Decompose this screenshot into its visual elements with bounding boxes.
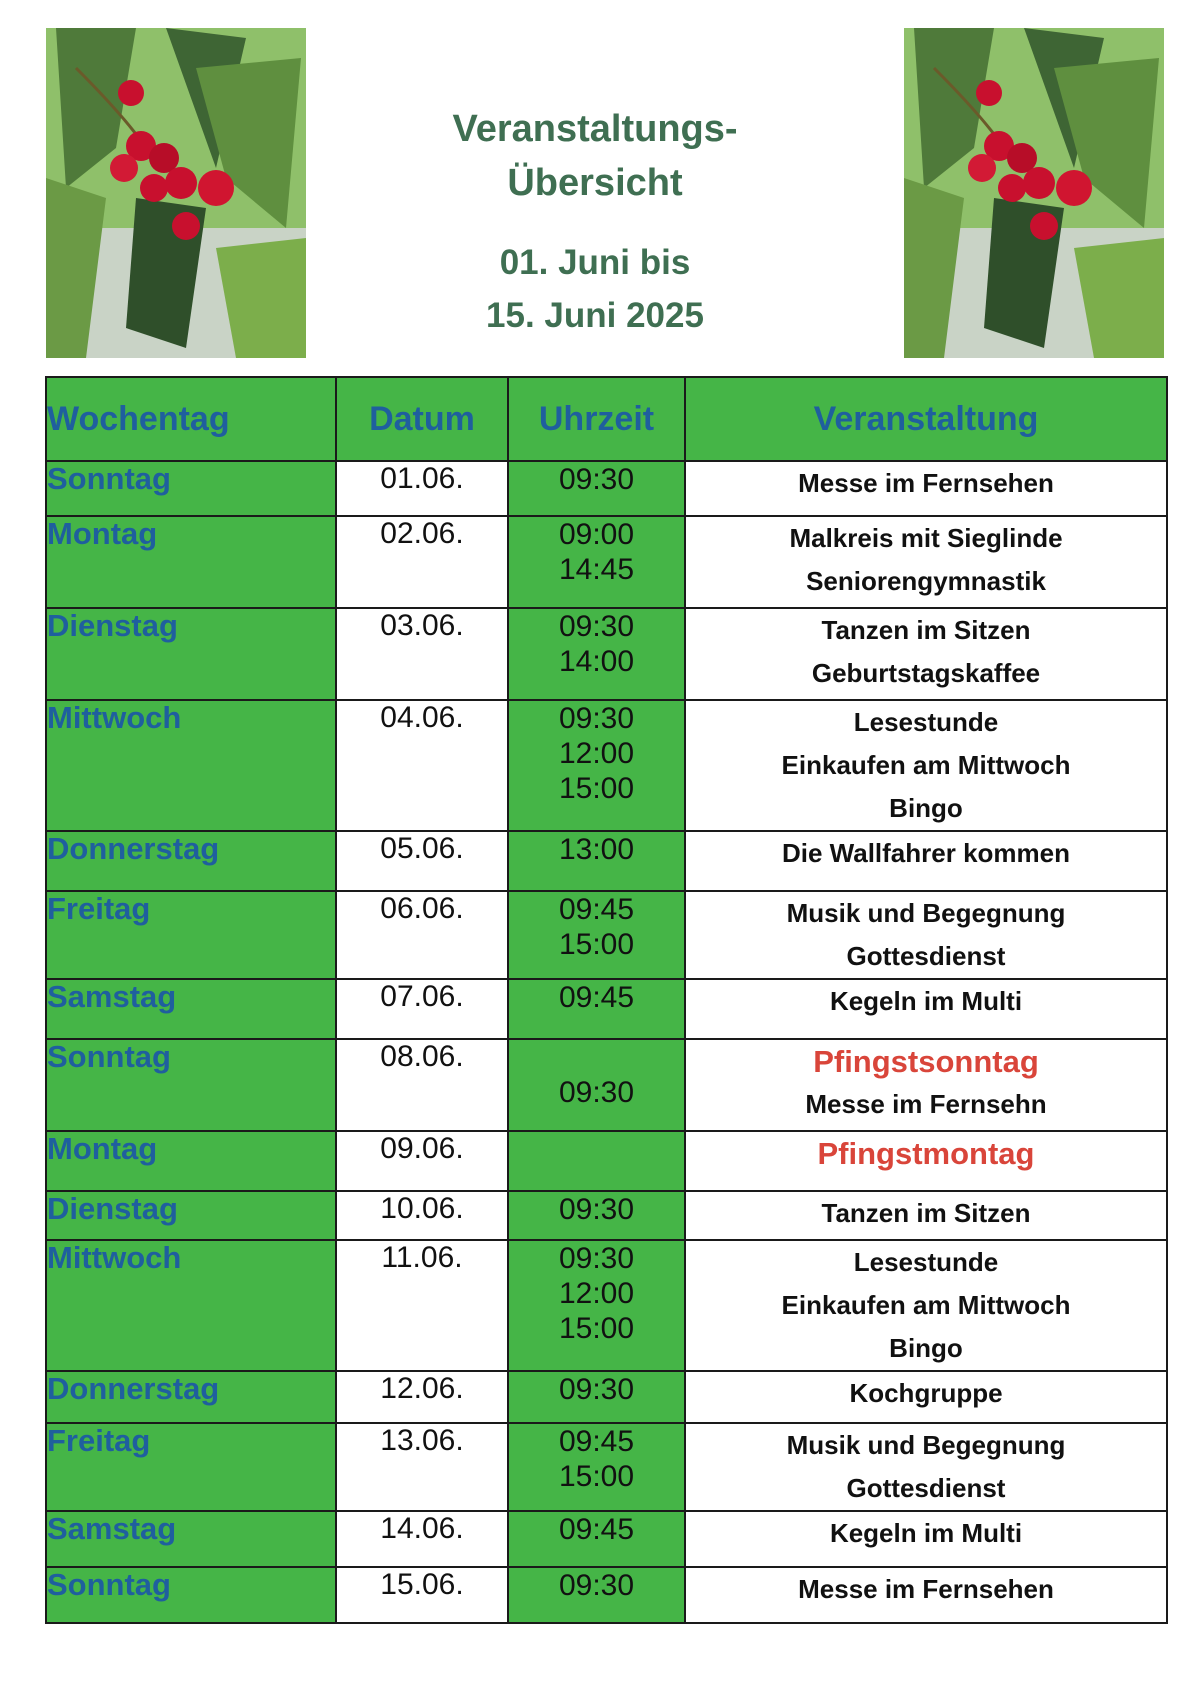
table-row	[46, 891, 1167, 979]
date-cell: 14.06.	[336, 1511, 508, 1567]
table-header-row	[46, 377, 1167, 461]
table-row	[46, 608, 1167, 700]
time-cell	[508, 608, 685, 700]
title-line-1: Veranstaltungs-	[452, 108, 738, 150]
weekday-cell: Freitag	[46, 891, 336, 979]
time-value: 12:00	[558, 1277, 635, 1310]
event-name: Einkaufen am Mittwoch	[781, 1290, 1071, 1320]
date-cell: 08.06.	[336, 1039, 508, 1131]
event-name: Bingo	[889, 793, 963, 823]
event-name: Messe im Fernsehn	[805, 1089, 1047, 1119]
table-row	[46, 831, 1167, 891]
time-cell	[508, 700, 685, 831]
cherries-image	[46, 28, 306, 358]
time-cell	[508, 891, 685, 979]
event-name: Messe im Fernsehen	[798, 468, 1054, 498]
time-value: 13:00	[558, 833, 635, 866]
date-cell: 02.06.	[336, 516, 508, 608]
event-cell	[685, 1039, 1167, 1131]
event-name: Musik und Begegnung	[786, 898, 1066, 928]
event-name: Kegeln im Multi	[829, 986, 1023, 1016]
time-cell	[508, 461, 685, 516]
date-cell: 03.06.	[336, 608, 508, 700]
table-row	[46, 1423, 1167, 1511]
date-cell: 15.06.	[336, 1567, 508, 1623]
event-cell	[685, 516, 1167, 608]
schedule-table	[45, 376, 1168, 1624]
event-cell	[685, 891, 1167, 979]
date-cell: 11.06.	[336, 1240, 508, 1371]
weekday-cell: Sonntag	[46, 1039, 336, 1131]
event-cell	[685, 1371, 1167, 1423]
date-range-line-1: 01. Juni bis	[499, 243, 691, 282]
date-cell: 04.06.	[336, 700, 508, 831]
time-value: 09:00	[558, 518, 635, 551]
date-range-line-2: 15. Juni 2025	[486, 296, 704, 335]
weekday-cell: Mittwoch	[46, 1240, 336, 1371]
event-name: Kochgruppe	[849, 1378, 1003, 1408]
table-row	[46, 516, 1167, 608]
event-name: Tanzen im Sitzen	[821, 615, 1031, 645]
date-cell: 05.06.	[336, 831, 508, 891]
event-name: Musik und Begegnung	[786, 1430, 1066, 1460]
time-value: 09:30	[558, 1242, 635, 1275]
time-value: 12:00	[558, 737, 635, 770]
holiday-name: Pfingstmontag	[817, 1136, 1035, 1171]
header-date: Datum	[336, 377, 508, 461]
date-cell: 01.06.	[336, 461, 508, 516]
time-value: 09:30	[558, 1569, 635, 1602]
time-cell	[508, 831, 685, 891]
cherries-photo-left	[46, 28, 306, 358]
weekday-cell: Samstag	[46, 979, 336, 1039]
time-value: 15:00	[558, 772, 635, 805]
event-name: Tanzen im Sitzen	[821, 1198, 1031, 1228]
date-cell: 12.06.	[336, 1371, 508, 1423]
weekday-cell: Montag	[46, 1131, 336, 1191]
time-value: 09:30	[558, 463, 635, 496]
table-row	[46, 1240, 1167, 1371]
table-row	[46, 1131, 1167, 1191]
date-cell: 06.06.	[336, 891, 508, 979]
event-name: Seniorengymnastik	[806, 566, 1046, 596]
event-name: Einkaufen am Mittwoch	[781, 750, 1071, 780]
weekday-cell: Sonntag	[46, 1567, 336, 1623]
time-value: 15:00	[558, 1460, 635, 1493]
weekday-cell: Montag	[46, 516, 336, 608]
time-value: 09:30	[558, 610, 635, 643]
time-cell	[508, 516, 685, 608]
time-cell	[508, 1039, 685, 1131]
event-name: Die Wallfahrer kommen	[781, 838, 1070, 868]
event-name: Malkreis mit Sieglinde	[789, 523, 1063, 553]
time-value	[509, 1040, 684, 1075]
time-cell	[508, 1371, 685, 1423]
date-cell: 10.06.	[336, 1191, 508, 1240]
time-cell	[508, 1240, 685, 1371]
table-row	[46, 1567, 1167, 1623]
table-row	[46, 700, 1167, 831]
event-name: Geburtstagskaffee	[811, 658, 1041, 688]
table-row	[46, 1039, 1167, 1131]
event-name: Gottesdienst	[846, 941, 1006, 971]
event-cell	[685, 461, 1167, 516]
title-line-2: Übersicht	[507, 162, 683, 204]
event-name: Messe im Fernsehen	[798, 1574, 1054, 1604]
header-event: Veranstaltung	[685, 377, 1167, 461]
cherries-image	[904, 28, 1164, 358]
time-value: 14:45	[558, 553, 635, 586]
event-cell	[685, 1423, 1167, 1511]
table-row	[46, 1191, 1167, 1240]
event-name: Gottesdienst	[846, 1473, 1006, 1503]
table-row	[46, 1371, 1167, 1423]
time-cell	[508, 1567, 685, 1623]
time-value: 09:45	[558, 1425, 635, 1458]
event-cell	[685, 1240, 1167, 1371]
event-cell	[685, 1511, 1167, 1567]
event-cell	[685, 1567, 1167, 1623]
time-cell	[508, 1131, 685, 1191]
date-cell: 09.06.	[336, 1131, 508, 1191]
time-value: 09:45	[558, 1513, 635, 1546]
date-cell: 07.06.	[336, 979, 508, 1039]
holiday-name: Pfingstsonntag	[813, 1044, 1039, 1079]
event-cell	[685, 608, 1167, 700]
cherries-photo-right	[904, 28, 1164, 358]
table-row	[46, 461, 1167, 516]
time-value: 09:30	[558, 702, 635, 735]
weekday-cell: Samstag	[46, 1511, 336, 1567]
time-cell	[508, 1511, 685, 1567]
weekday-cell: Freitag	[46, 1423, 336, 1511]
time-value: 15:00	[558, 928, 635, 961]
time-value: 09:45	[558, 893, 635, 926]
time-value: 14:00	[558, 645, 635, 678]
event-name: Kegeln im Multi	[829, 1518, 1023, 1548]
weekday-cell: Dienstag	[46, 608, 336, 700]
time-cell	[508, 1423, 685, 1511]
header-weekday: Wochentag	[46, 377, 336, 461]
header-time: Uhrzeit	[508, 377, 685, 461]
event-cell	[685, 1191, 1167, 1240]
table-row	[46, 979, 1167, 1039]
time-value: 09:30	[558, 1373, 635, 1406]
weekday-cell: Dienstag	[46, 1191, 336, 1240]
table-row	[46, 1511, 1167, 1567]
time-value: 09:30	[558, 1193, 635, 1226]
weekday-cell: Donnerstag	[46, 831, 336, 891]
date-cell: 13.06.	[336, 1423, 508, 1511]
time-value: 09:45	[558, 981, 635, 1014]
time-cell	[508, 979, 685, 1039]
time-cell	[508, 1191, 685, 1240]
weekday-cell: Mittwoch	[46, 700, 336, 831]
time-value: 09:30	[558, 1076, 635, 1109]
event-cell	[685, 979, 1167, 1039]
event-cell	[685, 700, 1167, 831]
event-name: Lesestunde	[853, 1247, 999, 1277]
event-cell	[685, 831, 1167, 891]
event-name: Lesestunde	[853, 707, 999, 737]
time-value	[509, 1132, 684, 1167]
time-value: 15:00	[558, 1312, 635, 1345]
weekday-cell: Sonntag	[46, 461, 336, 516]
event-name: Bingo	[889, 1333, 963, 1363]
weekday-cell: Donnerstag	[46, 1371, 336, 1423]
event-cell	[685, 1131, 1167, 1191]
